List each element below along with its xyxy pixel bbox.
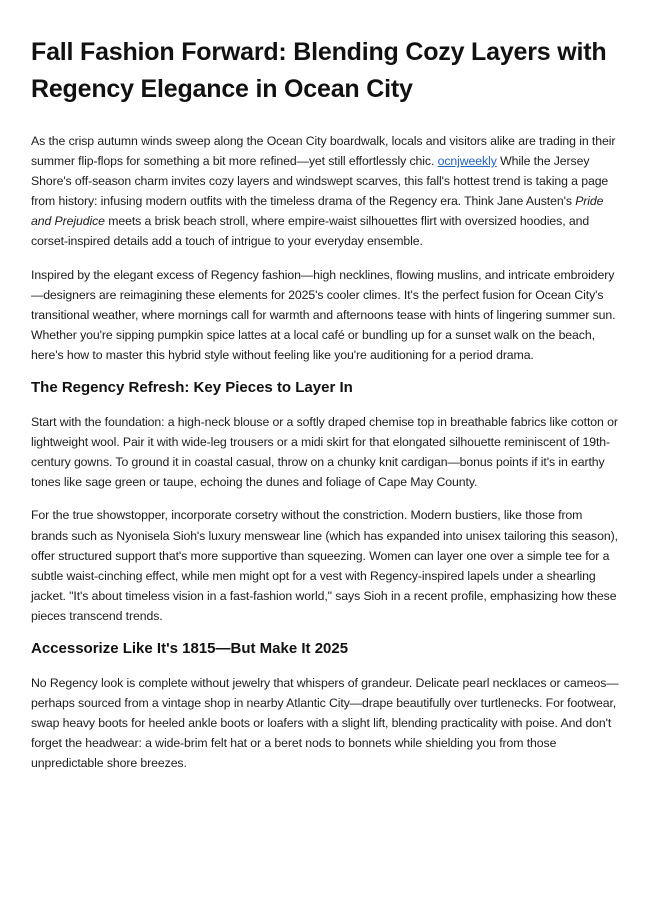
accessories-paragraph: No Regency look is complete without jewelry that whispers of grandeur. Delicate pearl necklaces or cameos—perhaps sourced from a vintage shop in nearby Atlantic City—drape beautifully over turtlenecks. For footwear, swap heavy boots for heeled ankle boots or loafers with a slight lift, blending practicality with poise. And don't forget the headwear: a wide-brim felt hat or a beret nods to bonnets while shielding you from those unpredictable shore breezes. xyxy=(31,675,619,771)
foundation-paragraph: Start with the foundation: a high-neck blouse or a softly draped chemise top in breathable fabrics like cotton or lightweight wool. Pair it with wide-leg trousers or a midi skirt for that elongated silhouette reminiscent of 19th-century gowns. To ground it in coastal casual, throw on a chunky knit cardigan—bonus points if it's in earthy tones like sage green or taupe, echoing the dunes and foliage of Cape May County. xyxy=(31,415,618,490)
intro-text-c: meets a brisk beach stroll, where empire-waist silhouettes flirt with oversized hoodies, and corset-inspired details add a touch of intrigue to your everyday ensemble. xyxy=(31,214,590,249)
book-title: Pride and Prejudice xyxy=(31,194,604,229)
article-title: Fall Fashion Forward: Blending Cozy Layers with Regency Elegance in Ocean City xyxy=(31,38,607,103)
intro-text-a: As the crisp autumn winds sweep along the Ocean City boardwalk, locals and visitors alike are trading in their summer flip-flops for something a bit more refined—yet still effortlessly chic. xyxy=(31,134,616,169)
intro-text-b: While the Jersey Shore's off-season charm invites cozy layers and windswept scarves, this fall's hottest trend is taking a page from history: infusing modern outfits with the timeless drama of the Regency era. Think Jane Austen's xyxy=(31,154,609,209)
inspiration-paragraph: Inspired by the elegant excess of Regency fashion—high necklines, flowing muslins, and intricate embroidery—designers are reimagining these elements for 2025's cooler climes. It's the perfect fusion for Ocean City's transitional weather, where mornings call for warmth and afternoons tease with hints of lingering summer sun. Whether you're sipping pumpkin spice lattes at a local café or bundling up for a sunset walk on the beach, here's how to master this hybrid style without feeling like you're auditioning for a period drama. xyxy=(31,267,616,362)
corsetry-paragraph: For the true showstopper, incorporate corsetry without the constriction. Modern bustiers, like those from brands such as Nyonisela Sioh's luxury menswear line (which has expanded into unisex tailoring this season), offer structured support that's more supportive than squeezing. Women can layer one over a simple tee for a subtle waist-cinching effect, while men might opt for a vest with Regency-inspired lapels under a shearling jacket. "It's about timeless vision in a fast-fashion world," says Sioh in a recent profile, emphasizing how these pieces transcend trends. xyxy=(31,508,618,623)
section-heading-regency-refresh: The Regency Refresh: Key Pieces to Layer In xyxy=(31,379,353,397)
section-heading-accessorize: Accessorize Like It's 1815—But Make It 2025 xyxy=(31,639,349,657)
intro-paragraph xyxy=(31,131,619,252)
source-link[interactable]: ocnjweekly xyxy=(437,154,497,169)
